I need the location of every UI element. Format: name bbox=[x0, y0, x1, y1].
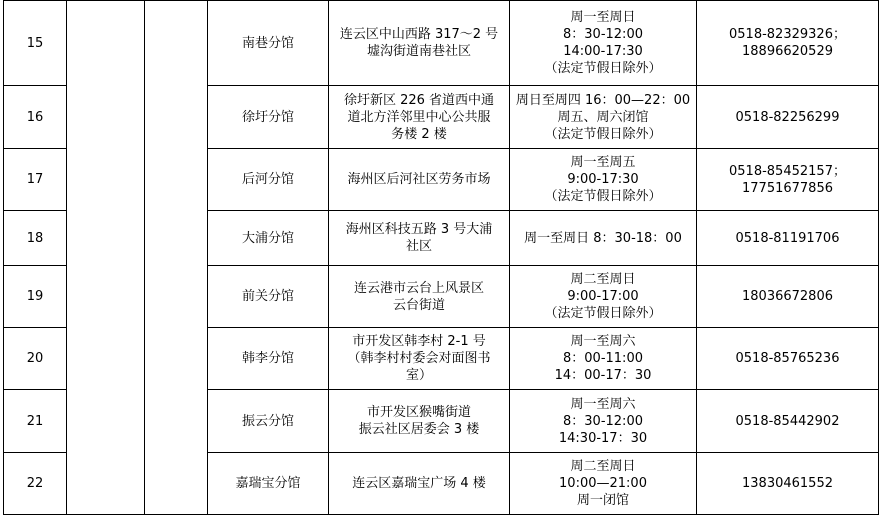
branch-name: 徐圩分馆 bbox=[208, 86, 329, 149]
contact-phone: 0518-85765236 bbox=[697, 328, 879, 390]
branch-name: 后河分馆 bbox=[208, 149, 329, 211]
opening-hours: 周日至周四 16：00—22：00 周五、周六闭馆 （法定节假日除外） bbox=[510, 86, 697, 149]
opening-hours: 周二至周日 9:00-17:00 （法定节假日除外） bbox=[510, 266, 697, 328]
branch-address: 市开发区猴嘴街道 振云社区居委会 3 楼 bbox=[329, 390, 510, 453]
row-number: 22 bbox=[4, 453, 67, 515]
branch-address: 连云区中山西路 317～2 号 墟沟街道南巷社区 bbox=[329, 1, 510, 86]
contact-phone: 0518-85452157； 17751677856 bbox=[697, 149, 879, 211]
opening-hours: 周一至周五 9:00-17:30 （法定节假日除外） bbox=[510, 149, 697, 211]
merged-blank-cell bbox=[145, 1, 208, 515]
table-row bbox=[4, 1, 879, 86]
contact-phone: 13830461552 bbox=[697, 453, 879, 515]
row-number: 18 bbox=[4, 211, 67, 266]
merged-blank-cell bbox=[67, 1, 145, 515]
branch-library-table bbox=[3, 0, 879, 515]
branch-address: 市开发区韩李村 2-1 号 （韩李村村委会对面图书 室） bbox=[329, 328, 510, 390]
contact-phone: 0518-85442902 bbox=[697, 390, 879, 453]
opening-hours: 周一至周六 8：00-11:00 14：00-17：30 bbox=[510, 328, 697, 390]
branch-name: 南巷分馆 bbox=[208, 1, 329, 86]
branch-name: 大浦分馆 bbox=[208, 211, 329, 266]
branch-address: 连云港市云台上风景区 云台街道 bbox=[329, 266, 510, 328]
branch-name: 振云分馆 bbox=[208, 390, 329, 453]
row-number: 16 bbox=[4, 86, 67, 149]
contact-phone: 0518-82256299 bbox=[697, 86, 879, 149]
branch-address: 徐圩新区 226 省道西中通 道北方洋邻里中心公共服 务楼 2 楼 bbox=[329, 86, 510, 149]
opening-hours: 周一至周六 8：30-12:00 14:30-17：30 bbox=[510, 390, 697, 453]
row-number: 17 bbox=[4, 149, 67, 211]
row-number: 20 bbox=[4, 328, 67, 390]
row-number: 21 bbox=[4, 390, 67, 453]
branch-address: 海州区科技五路 3 号大浦 社区 bbox=[329, 211, 510, 266]
opening-hours: 周一至周日 8：30-18：00 bbox=[510, 211, 697, 266]
branch-address: 海州区后河社区劳务市场 bbox=[329, 149, 510, 211]
branch-name: 前关分馆 bbox=[208, 266, 329, 328]
branch-name: 韩李分馆 bbox=[208, 328, 329, 390]
opening-hours: 周二至周日 10:00—21:00 周一闭馆 bbox=[510, 453, 697, 515]
opening-hours: 周一至周日 8：30-12:00 14:00-17:30 （法定节假日除外） bbox=[510, 1, 697, 86]
contact-phone: 0518-81191706 bbox=[697, 211, 879, 266]
row-number: 19 bbox=[4, 266, 67, 328]
contact-phone: 0518-82329326； 18896620529 bbox=[697, 1, 879, 86]
contact-phone: 18036672806 bbox=[697, 266, 879, 328]
branch-name: 嘉瑞宝分馆 bbox=[208, 453, 329, 515]
branch-address: 连云区嘉瑞宝广场 4 楼 bbox=[329, 453, 510, 515]
row-number: 15 bbox=[4, 1, 67, 86]
